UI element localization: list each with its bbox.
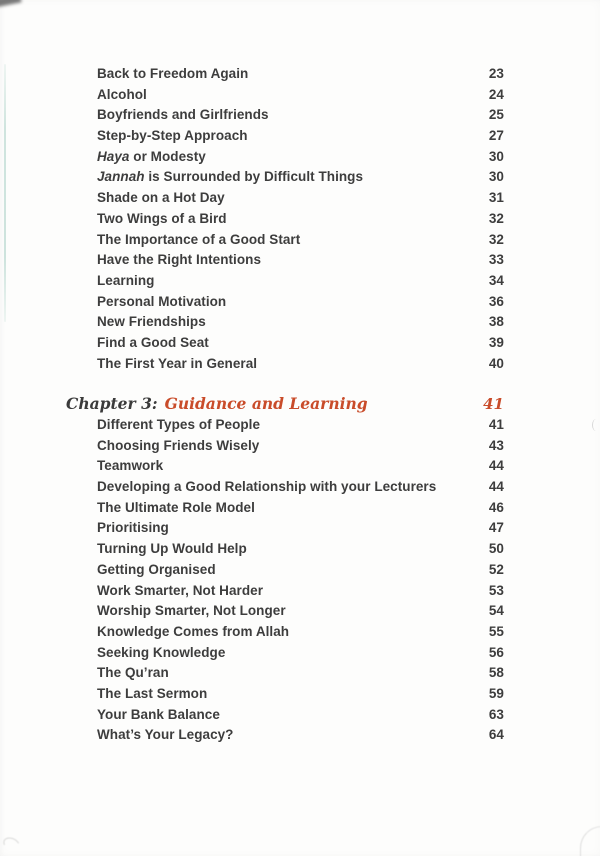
toc-entry bbox=[97, 477, 504, 498]
toc-entry bbox=[97, 415, 504, 436]
toc-entry bbox=[97, 126, 504, 147]
toc-entry bbox=[97, 230, 504, 251]
toc-entry-page-number: 46 bbox=[488, 499, 504, 515]
toc-entry bbox=[97, 498, 504, 519]
toc-entry-page-number: 32 bbox=[488, 210, 504, 226]
toc-entry-page-number: 25 bbox=[488, 107, 504, 123]
toc-entry-page-number: 63 bbox=[488, 706, 504, 722]
toc-entry-page-number: 54 bbox=[488, 603, 504, 619]
toc-entry-title: Teamwork bbox=[97, 458, 164, 474]
toc-entry-page-number: 44 bbox=[488, 479, 504, 495]
toc-entry-page-number: 50 bbox=[488, 541, 504, 557]
toc-entry-page-number: 27 bbox=[488, 128, 504, 144]
toc-entry-page-number: 38 bbox=[488, 314, 504, 330]
toc-entry bbox=[97, 105, 504, 126]
toc-entry bbox=[97, 312, 504, 333]
toc-entry-page-number: 23 bbox=[488, 66, 504, 81]
toc-entry bbox=[97, 601, 504, 622]
toc-entry-page-number: 30 bbox=[488, 148, 504, 164]
toc-entry bbox=[97, 147, 504, 168]
scan-artifact-corner bbox=[0, 0, 22, 8]
toc-entry-title: Turning Up Would Help bbox=[97, 541, 247, 557]
toc-entry-page-number: 44 bbox=[488, 458, 504, 474]
toc-entry-title: The First Year in General bbox=[97, 355, 258, 371]
toc-entry-page-number: 41 bbox=[488, 417, 504, 432]
toc-entry bbox=[97, 354, 504, 375]
toc-entry-title: The Ultimate Role Model bbox=[97, 499, 255, 515]
toc-entry-page-number: 30 bbox=[488, 169, 504, 185]
toc-entry-title: Prioritising bbox=[97, 520, 169, 536]
toc-entry-page-number: 64 bbox=[488, 727, 504, 743]
toc-entry-page-number: 53 bbox=[488, 582, 504, 598]
toc-entry-page-number: 32 bbox=[488, 231, 504, 247]
toc-section-chapter2-entries bbox=[97, 64, 504, 374]
toc-entry-title: Knowledge Comes from Allah bbox=[97, 623, 290, 639]
toc-entry bbox=[97, 209, 504, 230]
toc-entry bbox=[97, 188, 504, 209]
toc-entry bbox=[97, 643, 504, 664]
toc-entry-title: Shade on a Hot Day bbox=[97, 190, 225, 206]
toc-entry-page-number: 33 bbox=[488, 252, 504, 268]
scan-artifact-teal-line bbox=[4, 64, 6, 322]
toc-entry bbox=[97, 333, 504, 354]
toc-entry bbox=[97, 539, 504, 560]
toc-entry-page-number: 36 bbox=[488, 293, 504, 309]
toc-entry-title: Step-by-Step Approach bbox=[97, 128, 248, 144]
toc-entry-title: Learning bbox=[97, 272, 155, 288]
toc-entry bbox=[97, 64, 504, 85]
toc-entry-page-number: 40 bbox=[488, 355, 504, 371]
toc-entry-title: Alcohol bbox=[97, 86, 147, 102]
toc-entry-title: Different Types of People bbox=[97, 417, 261, 432]
scan-artifact-page-curl bbox=[580, 826, 600, 856]
toc-entry-title: What’s Your Legacy? bbox=[97, 727, 234, 743]
toc-entry bbox=[97, 456, 504, 477]
scan-artifact-edge bbox=[592, 419, 600, 431]
toc-entry-title: Developing a Good Relationship with your Lecturers bbox=[97, 479, 437, 495]
toc-entry-title: Choosing Friends Wisely bbox=[97, 437, 260, 453]
toc-entry bbox=[97, 85, 504, 106]
toc-entry-page-number: 58 bbox=[488, 665, 504, 681]
toc-entry-title: Your Bank Balance bbox=[97, 706, 220, 722]
toc-entry bbox=[97, 167, 504, 188]
toc-entry bbox=[97, 581, 504, 602]
toc-entry-title: New Friendships bbox=[97, 314, 206, 330]
toc-entry-page-number: 55 bbox=[488, 623, 504, 639]
chapter-label: Chapter 3: bbox=[66, 394, 158, 413]
toc-entry-title: Haya or Modesty bbox=[97, 148, 206, 164]
chapter-title: Guidance and Learning bbox=[164, 394, 368, 413]
toc-entry-title: Find a Good Seat bbox=[97, 334, 209, 350]
toc-entry bbox=[97, 705, 504, 726]
toc-entry bbox=[97, 518, 504, 539]
toc-entry bbox=[97, 684, 504, 705]
toc-entry-page-number: 31 bbox=[488, 190, 504, 206]
toc-entry bbox=[97, 271, 504, 292]
toc-entry bbox=[97, 250, 504, 271]
toc-entry bbox=[97, 663, 504, 684]
toc-entry bbox=[97, 622, 504, 643]
toc-entry-title: Work Smarter, Not Harder bbox=[97, 582, 264, 598]
toc-entry bbox=[97, 436, 504, 457]
toc-entry-title: Getting Organised bbox=[97, 561, 216, 577]
toc-entry-page-number: 34 bbox=[488, 272, 504, 288]
toc-entry-page-number: 59 bbox=[488, 685, 504, 701]
toc-section-chapter3-entries bbox=[97, 415, 504, 746]
toc-entry-title: The Qu’ran bbox=[97, 665, 169, 681]
toc-entry-title: Seeking Knowledge bbox=[97, 644, 226, 660]
toc-entry-title: Worship Smarter, Not Longer bbox=[97, 603, 286, 619]
chapter-page-number: 41 bbox=[483, 395, 504, 413]
scan-artifact-swirl bbox=[1, 835, 21, 853]
toc-entry-title: Have the Right Intentions bbox=[97, 252, 262, 268]
toc-entry-title: Boyfriends and Girlfriends bbox=[97, 107, 269, 123]
toc-entry bbox=[97, 292, 504, 313]
toc-entry-page-number: 24 bbox=[488, 86, 504, 102]
toc-entry-title: Jannah is Surrounded by Difficult Things bbox=[97, 169, 364, 185]
toc-entry bbox=[97, 560, 504, 581]
toc-entry-page-number: 47 bbox=[488, 520, 504, 536]
toc-entry-title: The Last Sermon bbox=[97, 685, 208, 701]
toc-entry-page-number: 56 bbox=[488, 644, 504, 660]
toc-entry-page-number: 43 bbox=[488, 437, 504, 453]
toc-entry-page-number: 39 bbox=[488, 334, 504, 350]
toc-entry-title: The Importance of a Good Start bbox=[97, 231, 301, 247]
toc-entry-page-number: 52 bbox=[488, 561, 504, 577]
chapter-heading bbox=[66, 393, 504, 415]
toc-entry-title: Two Wings of a Bird bbox=[97, 210, 227, 226]
toc-entry-title: Back to Freedom Again bbox=[97, 66, 249, 81]
toc-entry-title: Personal Motivation bbox=[97, 293, 227, 309]
toc-entry bbox=[97, 725, 504, 746]
